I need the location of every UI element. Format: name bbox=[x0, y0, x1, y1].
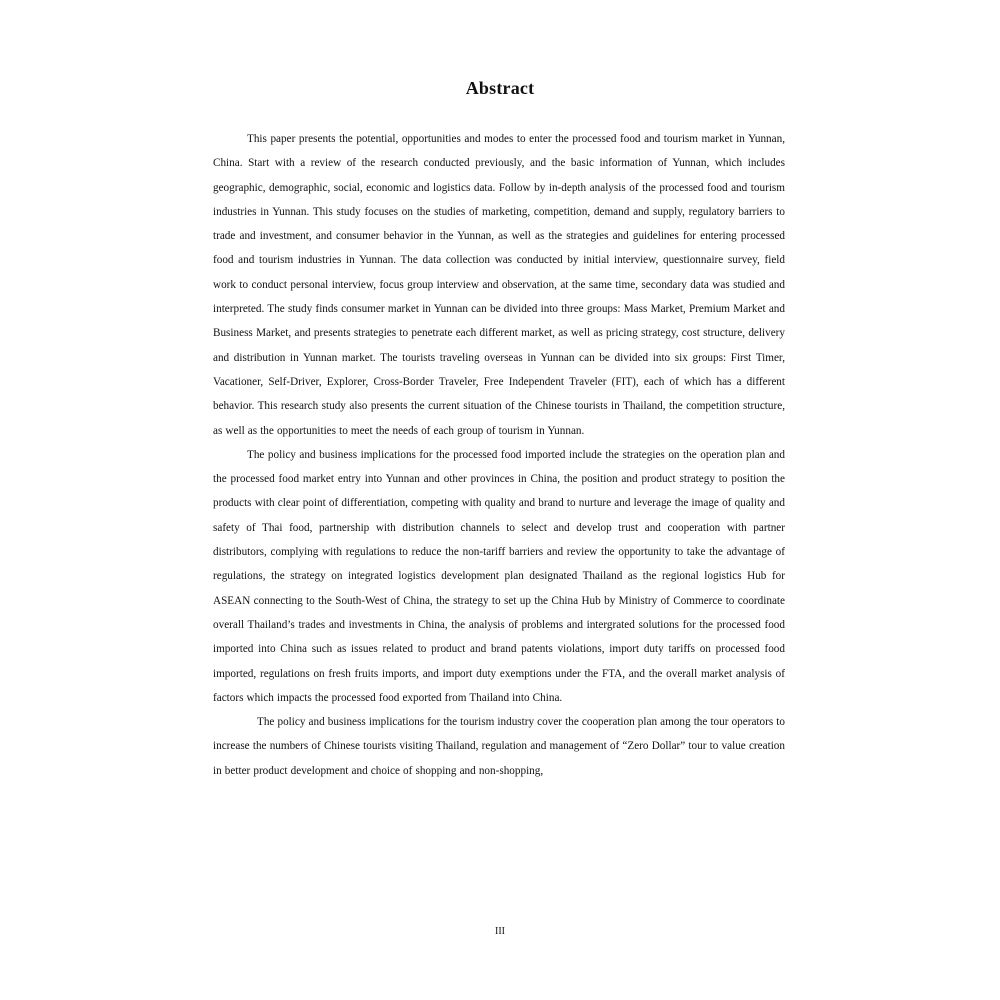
abstract-paragraph-3: The policy and business implications for the tourism industry cover the cooperation plan among the tour operators to increase the numbers of Chinese tourists visiting Thailand, regulation and management of “Zero Dollar” tour to value creation in better product development and choice of shopping and non-shopping, bbox=[213, 716, 785, 777]
abstract-paragraph-1: This paper presents the potential, opportunities and modes to enter the processed food and tourism market in Yunnan, China. Start with a review of the research conducted previously, and the basic information of Yunnan, which includes geographic, demographic, social, economic and logistics data. Follow by in-depth analysis of the processed food and tourism industries in Yunnan. This study focuses on the studies of marketing, competition, demand and supply, regulatory barriers to trade and investment, and consumer behavior in the Yunnan, as well as the strategies and guidelines for entering processed food and tourism industries in Yunnan. The data collection was conducted by initial interview, questionnaire survey, field work to conduct personal interview, focus group interview and observation, at the same time, secondary data was studied and interpreted. The study finds consumer market in Yunnan can be divided into three groups: Mass Market, Premium Market and Business Market, and presents strategies to penetrate each different market, as well as pricing strategy, cost structure, delivery and distribution in Yunnan market. The tourists traveling overseas in Yunnan can be divided into six groups: First Timer, Vacationer, Self-Driver, Explorer, Cross-Border Traveler, Free Independent Traveler (FIT), each of which has a different behavior. This research study also presents the current situation of the Chinese tourists in Thailand, the competition structure, as well as the opportunities to meet the needs of each group of tourism in Yunnan. bbox=[213, 133, 785, 437]
page-number: III bbox=[495, 926, 505, 937]
abstract-paragraph-2: The policy and business implications for the processed food imported include the strategies on the operation plan and the processed food market entry into Yunnan and other provinces in China, the position and product strategy to position the products with clear point of differentiation, competing with quality and brand to nurture and leverage the image of quality and safety of Thai food, partnership with distribution channels to select and develop trust and cooperation with partner distributors, complying with regulations to reduce the non-tariff barriers and review the opportunity to take the advantage of regulations, the strategy on integrated logistics development plan designated Thailand as the regional logistics Hub for ASEAN connecting to the South-West of China, the strategy to set up the China Hub by Ministry of Commerce to coordinate overall Thailand’s trades and investments in China, the analysis of problems and intergrated solutions for the processed food imported into China such as issues related to product and brand patents violations, import duty tariffs on processed food imported, regulations on fresh fruits imports, and import duty exemptions under the FTA, and the overall market analysis of factors which impacts the processed food exported from Thailand into China. bbox=[213, 448, 785, 704]
page-title: Abstract bbox=[465, 78, 535, 98]
abstract-body bbox=[213, 127, 785, 783]
